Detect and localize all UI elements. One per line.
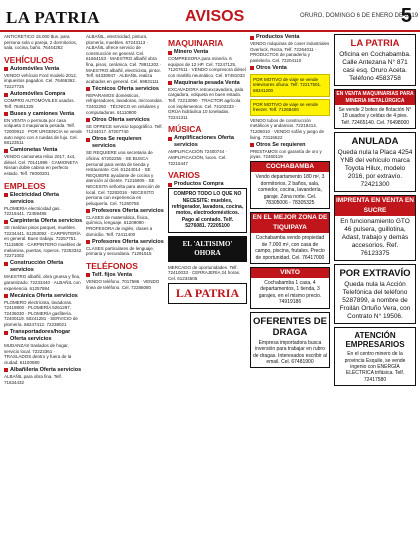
ad-text: VENDO tubos de construcción metálicos y andamios. 72218414. 71206010 · VENDO sofás y juego de living. 73116622 <box>250 117 325 140</box>
vinto-ad: VINTO Cochabamba 1 casa, 4 departamentos, 1 tienda, 3 garajes, en el mismo precio. 74919186 <box>250 267 330 309</box>
bullet-icon <box>250 143 254 147</box>
section-title: AVISOS <box>185 8 245 25</box>
highlighted-ad: POR MOTIVO de viaje se vende freezer. Telf. 71268400 <box>250 99 330 116</box>
ad-text: EXCAVADORA retroexcavadora, pala cargadora, volqueta en buen estado. Telf. 72213090 · TRACTOR agrícola con implementos. Cel. 74102233 · GRÚA hidráulica 10 toneladas. 72241311 <box>168 86 244 120</box>
subcategory: Buses y camiones Venta <box>4 111 83 118</box>
bullet-icon <box>4 368 8 372</box>
subcategory: Carpintería Oferta servicios <box>4 218 83 225</box>
bullet-icon <box>86 118 90 122</box>
bullet-icon <box>86 209 90 213</box>
subcategory: Maquinaria pesada Venta <box>168 80 247 87</box>
column-3 <box>168 34 247 542</box>
column-4 <box>250 34 330 542</box>
bullet-icon <box>168 137 172 141</box>
category-heading: MÚSICA <box>168 124 202 135</box>
bullet-icon <box>86 240 90 244</box>
ad-text: CLASES de matemática, física, química, lenguaje. 61209090 · PROFESORA de inglés, clases a domicilio. Telf. 72411400 <box>86 214 153 237</box>
category-heading: MAQUINARIA <box>168 38 224 48</box>
column-5 <box>334 34 416 542</box>
ad-text: VENDO máquinas de coser industriales Overlock, Recta, Telf. 72264011 · PRODUCTOS de panadería y pastelería. Cel. 72204110 <box>250 41 330 63</box>
ad-text: VENDO camioneta Hilux 2017, 4x4, diésel. Cel. 70141999 · CAMIONETA Nissan doble cabina en perfecto estado. Telf. 76000201 <box>4 154 78 176</box>
ad-text: PLOMERÍA electricidad gas. 72215441. 72459485 <box>4 205 61 217</box>
subcategory: Camionetas Venta <box>4 147 83 154</box>
atencion-ad: ATENCIÓN EMPRESARIOS En el centro minero de la provincia Esquile, se vende ingenio con ENERGÍA ELÉCTRICA trifásica. Telf. 72417580 <box>334 327 416 386</box>
category-heading: TELÉFONOS <box>86 260 138 271</box>
la-patria-logo: LA PATRIA <box>168 283 247 304</box>
ad-text: PLOMERO electricista, lavadoras. 72419800 · PLOMERÍA 5261297, 72436030 · PLOMERÍA gasfitería. 72400119. 60241281 · SERVICIO de plomería. 68247412. 72238021 <box>4 299 78 327</box>
subcategory: Otros Oferta servicios <box>86 117 165 124</box>
ad-text: EN VENTA o permuta por casa volqueta 3 maquinaria pesada. Telf. 72000912 · POR URGENCIA se vende auto negro con 4 ruedas de lujo. Cel. 68123511 <box>4 117 83 146</box>
subcategory: Telf. fijos Venta <box>86 272 165 279</box>
newspaper-logo: LA PATRIA <box>6 8 101 27</box>
subcategory: Automóviles Venta <box>4 66 83 73</box>
bullet-icon <box>86 273 90 277</box>
ad-text: MERCADO de oportunidades. Telf. 72410033 · CERRAJERÍA 24 horas. Cel. 61234505 <box>168 264 241 281</box>
ad-text: MAESTRO albañil, obra gruesa y fina, garantizado. 72233440 · ALBAÑIL con experiencia. 61257884 <box>4 274 81 291</box>
bullet-icon <box>250 36 254 40</box>
ad-text: ALBAÑIL para obra fina. Telf. 71634432 <box>4 373 63 385</box>
column-1 <box>4 34 83 542</box>
category-heading: VARIOS <box>168 170 200 181</box>
ad-text: ANTICRETICO 15.000 $us. para persona sola o pareja, 2 dormitorios, sala, cocina, baño. 76444262 <box>4 34 78 51</box>
bullet-icon <box>4 294 8 298</box>
subcategory: Productos Venta <box>250 34 330 41</box>
mining-sale-ad: EN VENTA MAQUINARIAS PARA MINERIA METALÚRGICA Se vende 2 botes de flotación N° 18 usados y celdas de 4 pies. Telf. 72465140. Cel. 76498000 <box>334 89 416 129</box>
bullet-icon <box>86 138 90 142</box>
bullet-icon <box>86 87 90 91</box>
subcategory: Transportadores/hogar Oferta servicios <box>4 329 83 343</box>
category-heading: EMPLEOS <box>4 180 46 191</box>
subcategory: Automóviles Compra <box>4 91 83 98</box>
subcategory: Minero Venta <box>168 49 247 56</box>
extravio-ad: POR EXTRAVÍO Queda nula la Acción Telefónica del teléfono 5287899, a nombre de Froilán Ortuño Vera, con Contrato N° 19506. <box>334 264 416 324</box>
ad-text: CLASES particulares de lenguaje, primaria y secundaria. 71291515 <box>86 245 155 257</box>
ad-text: PRESTAMOS con garantía de oro y joyas. 72460119 <box>250 148 322 160</box>
bullet-icon <box>4 331 8 335</box>
page-number: 5 <box>400 5 412 27</box>
ad-text: VENDO vehículo Ford modelo 2012, impuestos pagados. Cel. 76466362. 72227725 <box>4 72 78 89</box>
subcategory: Técnicos Oferta servicios <box>86 86 165 93</box>
imprenta-ad: IMPRENTA EN VENTA EN SUCRE En funcionamiento GTO 46 pulsera, guillotina, Adast, trabajo y demás accesorios. Ref. 76123375 <box>334 195 416 261</box>
ad-text: MUDANZAS traslados de hogar, servicio local. 72223361 · TRASLADOS dentro y fuera de la ciudad. 61100880 <box>4 343 72 365</box>
ad-text: SE REQUIERE una secretaria de oficina. 67202255 · SE BUSCA personal para venta de tienda y restaurante. Cel. 61244014 · SE REQUIERE ayudante de cocina y atención al cliente. 71216605 · SE NECESITA señorita para atención de local. Cel. 72282016 · NECESITO persona con experiencia en peluquería. Cel. 71260755 <box>86 150 160 206</box>
la-patria-office-ad: LA PATRIA Oficina en Cochabamba. Calle Antezana N° 871 casi esq. Oruro Aceta. Teléfono 4583758 <box>334 34 416 86</box>
ad-text: AMPLIFICACIÓN 72400744 · AMPLIFICACIÓN, luces. Cel. 72216447 <box>168 149 228 166</box>
bullet-icon <box>4 67 8 71</box>
bullet-icon <box>4 149 8 153</box>
bullet-icon <box>4 193 8 197</box>
subcategory: Otros Venta <box>250 65 330 72</box>
bullet-icon <box>4 262 8 266</box>
issue-date: ORURO, DOMINGO 6 DE ENERO DE 2019 <box>300 13 419 19</box>
category-heading: VEHÍCULOS <box>4 54 54 65</box>
ad-text: SE OFRECE servicio topográfico. Telf. 71244017. 67207740 <box>86 123 163 135</box>
ad-text: ALBAÑIL, electricidad, pintura, plomería, muebles. 67243113 · ALBAÑIL ofrece servicio de construcción en general. Cel. 61664153 · MAESTRO albañil obra fina, pisos, cerámica. Cel. 78911202 · MAESTRO albañil, electricista, pintor. Telf. 64330947 · ALBAÑIL realiza acabados en general. Cel. 69831111 <box>86 34 162 84</box>
page-header <box>0 0 420 32</box>
bullet-icon <box>4 93 8 97</box>
subcategory: Otros Se requieren <box>250 142 330 149</box>
ad-text: COMPRESORA para minería. 6 equipos de 12 HP. Cel. 72247125. 71207611 · VENDO compresora diésel con martillo neumático. Cel. 67481033 <box>168 56 246 78</box>
subcategory: Productos Compra <box>168 181 247 188</box>
bullet-icon <box>168 183 172 187</box>
black-ad: EL 'ALTISIMO' OHORA <box>168 236 247 262</box>
subcategory: Mecánica Oferta servicios <box>4 293 83 300</box>
bullet-icon <box>4 112 8 116</box>
subcategory: Construcción Oferta servicios <box>4 260 83 274</box>
subcategory: Profesores Oferta servicios <box>86 208 165 215</box>
ad-text: VENDO teléfono. 7017586 · VENDO línea de teléfono. Cel. 72286080 <box>86 278 160 290</box>
ad-text: SE realizan pisos parquet, muebles. 72234441. 61253092 · CARPINTERÍA en general. Buen trabajo. 72257751. 71115800 · CARPINTERO muebles de melamina, puertas, roperos. 72253342. 72271002 <box>4 225 83 259</box>
subcategory: Profesores Oferta servicios <box>86 239 165 246</box>
bullet-icon <box>250 66 254 70</box>
compro-ad-box: COMPRO TODO LO QUE NO NECESITE: muebles, refrigerador, lavadora, cocina, motos, electrodomésticos. Pago al contado. Telf. 5276081. 72205100 <box>168 188 247 232</box>
column-2 <box>86 34 165 542</box>
ad-text: COMPRO AUTOMÓVILES usados. Telf. 76451325 <box>4 98 75 109</box>
subcategory: Otros Se requieren servicios <box>86 136 165 150</box>
cochabamba-ad: COCHABAMBA Vendo departamento 180 m², 3 dormitorios, 2 baños, sala, comedor, cocina, lavandería, garaje. Zona norte. Cel. 78305006 - 78305325 <box>250 161 330 209</box>
oferentes-ad: OFERENTES DE DRAGA Empresa importadora busca inversión para trabajar en rubro de dragas. Interesados escribir al email. Cel. 67481900 <box>250 312 330 369</box>
highlighted-ad: POR MOTIVO de viaje se vende televisores ofiuna. Telf. 72217501. 68341200 <box>250 74 330 97</box>
tiquipaya-ad: EN EL MEJOR ZONA DE TIQUIPAYA Cochabamba vendo propiedad de 7.000 m², con casa de campo, piscina, frutales. Precio de oportunidad. Cel. 76417000 <box>250 212 330 264</box>
subcategory: Albañilería Oferta servicios <box>4 367 83 374</box>
anulada-ad: ANULADA Queda nula la Placa 4254 YNB del vehículo marca Toyota Hilux, modelo 2016, por extravío. 72421300 <box>334 132 416 192</box>
bullet-icon <box>4 220 8 224</box>
bullet-icon <box>168 81 172 85</box>
bullet-icon <box>168 51 172 55</box>
subcategory: Amplificaciones Oferta servicios <box>168 135 247 149</box>
ad-text: REPARAMOS domésticos, refrigeradores, lavadoras, microondas. 72402250 · TÉCNICO en celulares y computadoras. 61110800 <box>86 92 164 115</box>
subcategory: Electricidad Oferta servicios <box>4 192 83 206</box>
